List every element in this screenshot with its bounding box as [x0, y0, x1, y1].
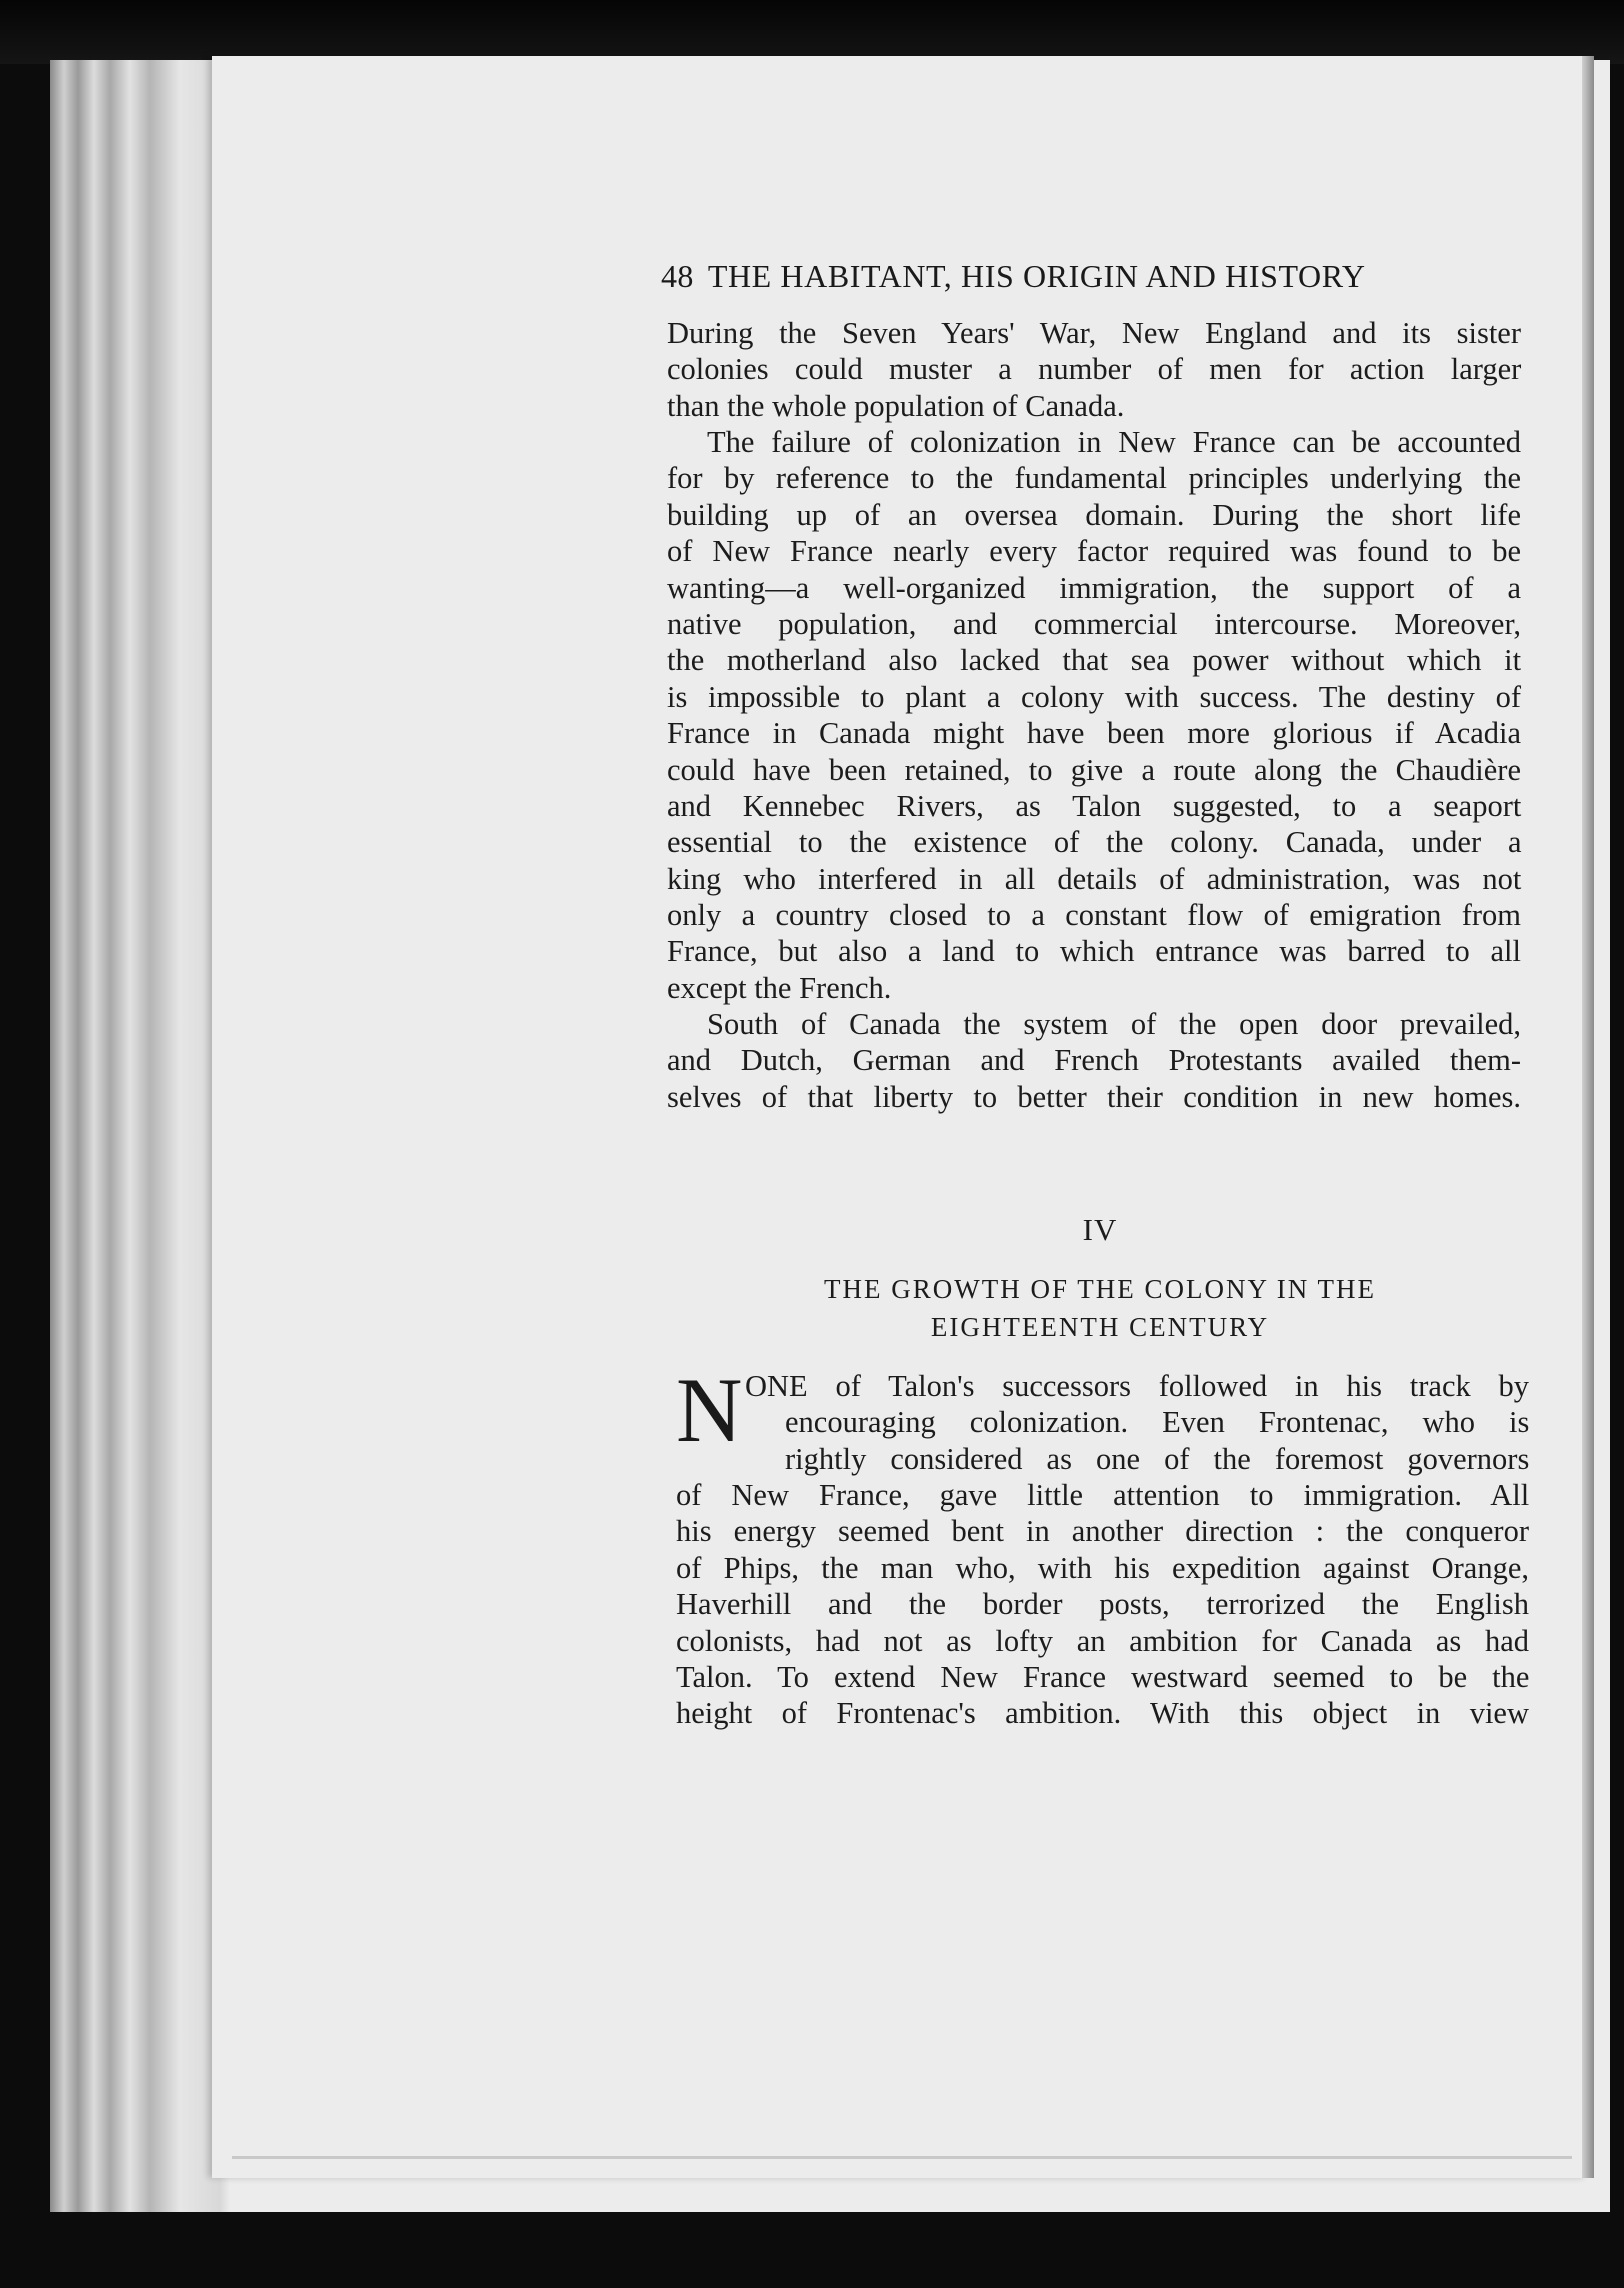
text-line: than the whole population of Canada.	[667, 388, 1125, 423]
text-line: colonists, had not as lofty an ambition for Canada as had	[676, 1623, 1530, 1658]
page-bottom-edge	[232, 2156, 1572, 2159]
text-line: France, but also a land to which entrance was barred to all	[667, 934, 1521, 969]
section-title	[700, 1270, 1500, 1346]
text-line: France in Canada might have been more glorious if Acadia	[667, 716, 1522, 751]
text-line: During the Seven Years' War, New England and its sister	[667, 316, 1521, 350]
text-line: The failure of colonization in New France can be accounted	[707, 425, 1521, 459]
text-line: the motherland also lacked that sea power without which it	[667, 643, 1522, 678]
paragraph-3	[667, 1006, 1521, 1115]
text-line: essential to the existence of the colony. Canada, under a	[667, 825, 1522, 860]
text-line: height of Frontenac's ambition. With this object in view	[676, 1696, 1529, 1731]
text-line: and Dutch, German and French Protestants availed them-	[667, 1043, 1521, 1078]
text-line: of Phips, the man who, with his expedition against Orange,	[676, 1550, 1529, 1585]
running-title: THE HABITANT, HIS ORIGIN AND HISTORY	[707, 258, 1366, 294]
text-line: could have been retained, to give a route along the Chaudière	[667, 752, 1521, 787]
text-line: selves of that liberty to better their condition in new homes.	[667, 1079, 1521, 1114]
paragraph-4-indented	[745, 1368, 1529, 1477]
text-line: wanting—a well-organized immigration, the support of a	[667, 570, 1521, 605]
text-line: king who interfered in all details of administration, was not	[667, 861, 1522, 896]
text-line: except the French.	[667, 970, 892, 1005]
text-line: of New France, gave little attention to immigration. All	[676, 1478, 1530, 1512]
paragraph-4	[676, 1477, 1529, 1732]
text-line: building up of an oversea domain. During the short life	[667, 497, 1521, 532]
page-right-edge	[1582, 56, 1594, 2178]
text-line: native population, and commercial intercourse. Moreover,	[667, 606, 1521, 641]
section-title-line: THE GROWTH OF THE COLONY IN THE	[824, 1274, 1376, 1304]
section-numeral: IV	[1082, 1212, 1118, 1247]
text-line: only a country closed to a constant flow of emigration from	[667, 898, 1521, 933]
text-line: Haverhill and the border posts, terrorized the English	[676, 1587, 1529, 1622]
text-line: Talon. To extend New France westward seemed to be the	[676, 1659, 1530, 1694]
text-line: South of Canada the system of the open door prevailed,	[707, 1007, 1521, 1041]
paragraph-2	[667, 424, 1521, 1006]
text-line: of New France nearly every factor required was found to be	[667, 534, 1521, 569]
section-title-line: EIGHTEENTH CENTURY	[930, 1312, 1270, 1342]
paragraph-1	[667, 315, 1521, 424]
text-line: colonies could muster a number of men for action larger	[667, 352, 1522, 387]
drop-cap: N	[676, 1359, 743, 1461]
text-line: encouraging colonization. Even Frontenac, who is	[785, 1405, 1530, 1440]
text-line: and Kennebec Rivers, as Talon suggested, to a seaport	[667, 788, 1522, 823]
text-line: rightly considered as one of the foremost governors	[785, 1441, 1530, 1476]
running-header	[661, 258, 1491, 302]
page-number: 48	[661, 258, 694, 294]
text-line: ONE of Talon's successors followed in his track by	[745, 1369, 1529, 1403]
text-line: for by reference to the fundamental principles underlying the	[667, 461, 1521, 496]
text-line: his energy seemed bent in another direction : the conqueror	[676, 1514, 1529, 1549]
scan-background	[0, 0, 1624, 64]
text-line: is impossible to plant a colony with success. The destiny of	[667, 679, 1521, 714]
